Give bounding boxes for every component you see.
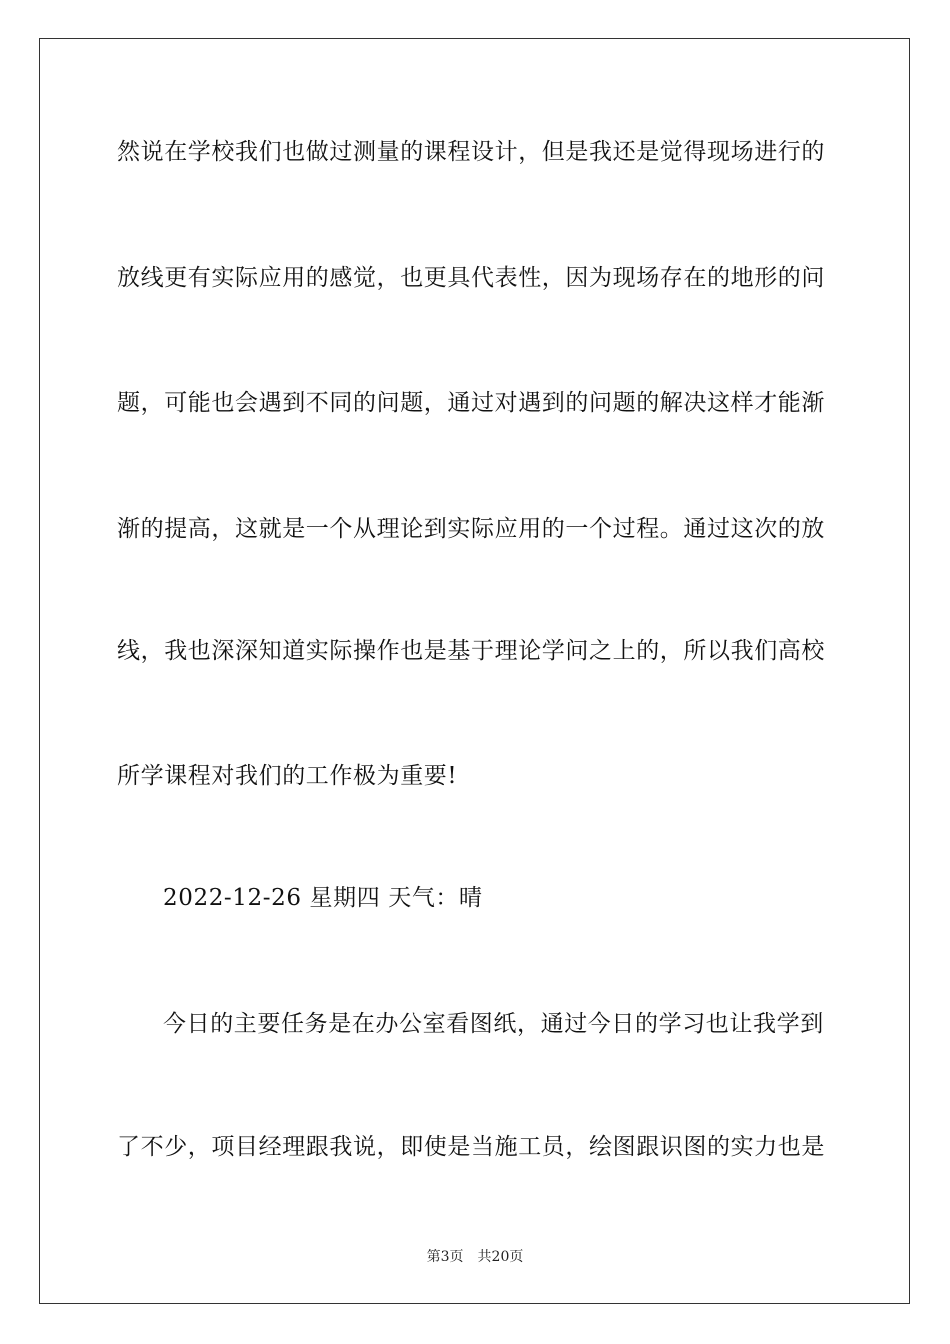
diary-date-line: 2022-12-26 星期四 天气：晴 bbox=[163, 885, 483, 911]
body-text-line: 所学课程对我们的工作极为重要! bbox=[117, 763, 458, 789]
body-text-line: 了不少，项目经理跟我说，即使是当施工员，绘图跟识图的实力也是 bbox=[117, 1134, 825, 1160]
page-number: 第3页 bbox=[426, 1249, 464, 1265]
page-total: 共20页 bbox=[477, 1249, 524, 1265]
body-text-line: 放线更有实际应用的感觉，也更具代表性，因为现场存在的地形的问 bbox=[117, 265, 825, 291]
body-text-line: 今日的主要任务是在办公室看图纸，通过今日的学习也让我学到 bbox=[163, 1011, 824, 1037]
body-text-line: 题，可能也会遇到不同的问题，通过对遇到的问题的解决这样才能渐 bbox=[117, 390, 825, 416]
body-text-line: 线，我也深深知道实际操作也是基于理论学问之上的，所以我们高校 bbox=[117, 638, 825, 664]
body-text-line: 然说在学校我们也做过测量的课程设计，但是我还是觉得现场进行的 bbox=[117, 139, 825, 165]
page-footer bbox=[0, 1248, 950, 1266]
page-border bbox=[39, 38, 910, 1304]
body-text-line: 渐的提高，这就是一个从理论到实际应用的一个过程。通过这次的放 bbox=[117, 516, 825, 542]
